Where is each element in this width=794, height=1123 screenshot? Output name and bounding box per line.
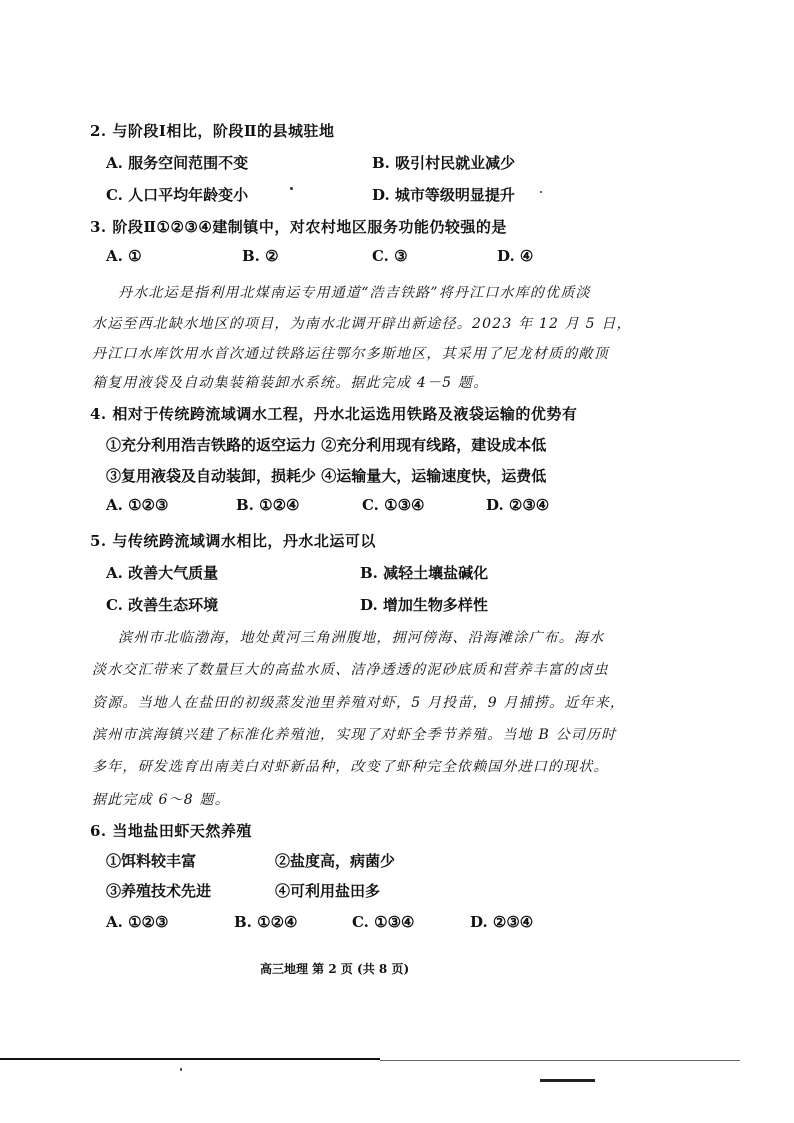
- passage-1-line-4: 箱复用液袋及自动集装箱装卸水系统。据此完成 4－5 题。: [92, 375, 489, 391]
- question-6-option-b: B. ①②④: [234, 913, 298, 931]
- passage-1-line-2: 水运至西北缺水地区的项目，为南水北调开辟出新途径。2023 年 12 月 5 日，: [92, 316, 632, 332]
- scan-edge-line: [0, 1058, 380, 1060]
- scan-edge-line: [380, 1060, 740, 1061]
- question-3-option-c: C. ③: [372, 247, 408, 265]
- question-4-statements-2: ③复用液袋及自动装卸，损耗少 ④运输量大，运输速度快，运费低: [106, 467, 547, 485]
- question-6-option-d: D. ②③④: [470, 913, 534, 931]
- question-5-option-d: D. 增加生物多样性: [360, 596, 488, 614]
- question-4-option-d: D. ②③④: [486, 496, 550, 514]
- page-footer: 高三地理 第 2 页 (共 8 页): [260, 962, 410, 976]
- question-5-option-c: C. 改善生态环境: [106, 596, 219, 614]
- question-2-stem: 2. 与阶段Ⅰ相比，阶段Ⅱ的县城驻地: [90, 122, 335, 140]
- question-3-option-b: B. ②: [242, 247, 279, 265]
- passage-2-line-5: 多年，研发选育出南美白对虾新品种，改变了虾种完全依赖国外进口的现状。: [92, 759, 609, 775]
- question-6-statement-2: ②盐度高，病菌少: [275, 852, 396, 870]
- question-5-option-b: B. 减轻土壤盐碱化: [360, 564, 489, 582]
- question-6-statement-1: ①饵料较丰富: [106, 852, 197, 870]
- passage-2-line-4: 滨州市滨海镇兴建了标准化养殖池，实现了对虾全季节养殖。当地 B 公司历时: [92, 727, 617, 743]
- scan-edge-mark: [540, 1079, 595, 1082]
- passage-1-line-1: 丹水北运是指利用北煤南运专用通道“浩吉铁路”将丹江口水库的优质淡: [118, 285, 591, 301]
- question-4-stem: 4. 相对于传统跨流域调水工程，丹水北运选用铁路及液袋运输的优势有: [90, 405, 578, 423]
- question-6-statement-4: ④可利用盐田多: [275, 882, 381, 900]
- question-6-stem: 6. 当地盐田虾天然养殖: [90, 822, 252, 840]
- scan-speck: [540, 191, 542, 193]
- question-4-option-a: A. ①②③: [106, 496, 169, 514]
- passage-2-line-6: 据此完成 6～8 题。: [92, 792, 230, 808]
- question-4-statements-1: ①充分利用浩吉铁路的返空运力 ②充分利用现有线路，建设成本低: [106, 436, 547, 454]
- question-6-statement-3: ③养殖技术先进: [106, 882, 212, 900]
- question-3-option-d: D. ④: [497, 247, 534, 265]
- question-2-option-c: C. 人口平均年龄变小: [106, 186, 249, 204]
- question-2-option-d: D. 城市等级明显提升: [372, 186, 515, 204]
- question-6-option-c: C. ①③④: [352, 913, 415, 931]
- question-3-option-a: A. ①: [106, 247, 142, 265]
- question-5-option-a: A. 改善大气质量: [106, 564, 219, 582]
- question-4-option-c: C. ①③④: [362, 496, 425, 514]
- passage-1-line-3: 丹江口水库饮用水首次通过铁路运往鄂尔多斯地区，其采用了尼龙材质的敞顶: [92, 346, 609, 362]
- passage-2-line-1: 滨州市北临渤海，地处黄河三角洲腹地，拥河傍海、沿海滩涂广布。海水: [118, 630, 605, 646]
- question-3-stem: 3. 阶段Ⅱ①②③④建制镇中，对农村地区服务功能仍较强的是: [90, 218, 507, 236]
- scan-speck: [180, 1068, 182, 1071]
- question-2-option-a: A. 服务空间范围不变: [106, 154, 249, 172]
- scan-speck: [290, 187, 293, 190]
- question-4-option-b: B. ①②④: [236, 496, 300, 514]
- passage-2-line-3: 资源。当地人在盐田的初级蒸发池里养殖对虾，5 月投苗，9 月捕捞。近年来，: [92, 695, 626, 711]
- question-6-option-a: A. ①②③: [106, 913, 169, 931]
- question-2-option-b: B. 吸引村民就业减少: [372, 154, 516, 172]
- passage-2-line-2: 淡水交汇带来了数量巨大的高盐水质、洁净透透的泥砂底质和营养丰富的卤虫: [92, 662, 609, 678]
- question-5-stem: 5. 与传统跨流域调水相比，丹水北运可以: [90, 532, 376, 550]
